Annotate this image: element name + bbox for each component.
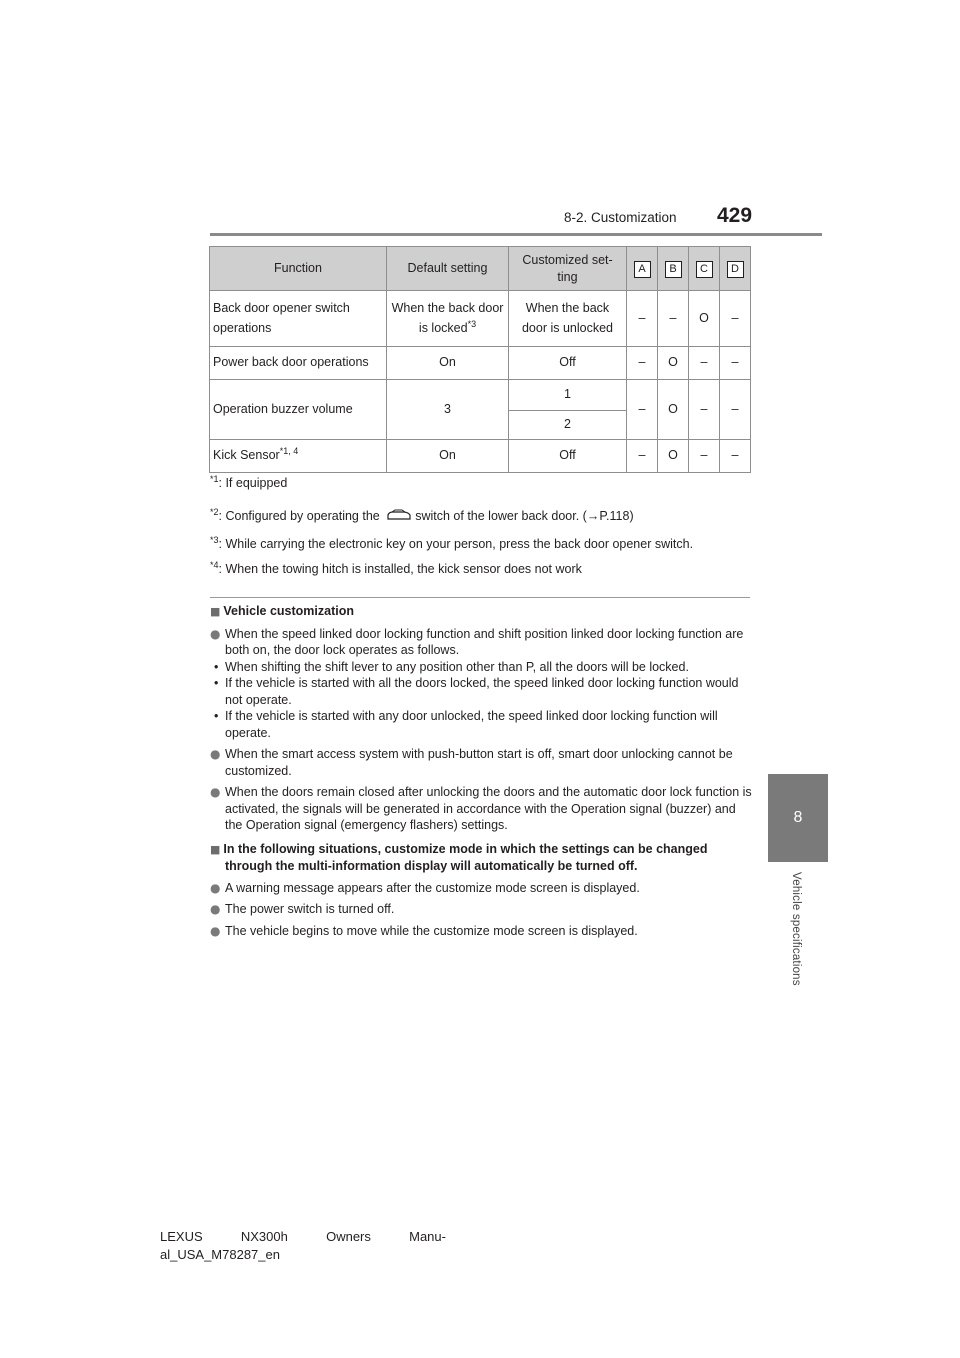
- section-divider: [210, 597, 750, 598]
- list-item: ● When the speed linked door locking function and shift position linked door locking function are both on, the door lock operates as follows.: [210, 626, 744, 657]
- cell-custom: When the back door is unlocked: [509, 291, 627, 347]
- cell-function: Back door opener switch operations: [210, 291, 387, 347]
- cell-b: O: [658, 440, 689, 473]
- col-header-a: A: [627, 247, 658, 291]
- list-item: ● When the smart access system with push-button start is off, smart door unlocking cannot be customized.: [210, 747, 733, 778]
- page-footer: LEXUS NX300h Owners Manu- al_USA_M78287_en: [160, 1229, 446, 1262]
- sub-item: • When shifting the shift lever to any position other than P, all the doors will be locked.: [214, 659, 689, 674]
- sub-item: • If the vehicle is started with any door unlocked, the speed linked door locking function will operate.: [214, 709, 718, 740]
- chapter-label: Vehicle specifications: [790, 872, 802, 986]
- cell-default: When the back door is locked$^{*3}$: [387, 291, 509, 347]
- cell-a: –: [627, 380, 658, 440]
- cell-custom: 1: [509, 380, 627, 411]
- cell-a: –: [627, 347, 658, 380]
- cell-c: –: [689, 347, 720, 380]
- page-number: 429: [717, 204, 753, 227]
- col-header-d: D: [720, 247, 751, 291]
- cell-function: Kick Sensor$^{*1, 4}$: [210, 440, 387, 473]
- cell-a: –: [627, 291, 658, 347]
- circle-bullet-icon: ●: [210, 902, 221, 916]
- table-row: [210, 291, 751, 347]
- cell-custom: Off: [509, 347, 627, 380]
- header-rule: [210, 233, 822, 236]
- square-bullet-icon: ■: [210, 605, 221, 618]
- footnote-2: $^{*2}$: Configured by operating the switch of the lower back door. (→P.118): [210, 506, 634, 523]
- cell-c: O: [689, 291, 720, 347]
- chapter-tab[interactable]: [768, 774, 828, 862]
- footnote-3: $^{*3}$: While carrying the electronic key on your person, press the back door opener switch.: [210, 534, 694, 551]
- section-heading: ■ Vehicle customization: [210, 604, 354, 618]
- sub-item: • If the vehicle is started with all the doors locked, the speed linked door locking function would not operate.: [214, 676, 739, 707]
- list-item: ● When the doors remain closed after unlocking the doors and the automatic door lock function is activated, the signals will be generated in accordance with the Operation signal (buzzer) and the Operation signal (emergency flashers) settings.: [210, 785, 752, 832]
- footnote-4: $^{*4}$: When the towing hitch is installed, the kick sensor does not work: [210, 559, 582, 576]
- square-bullet-icon: ■: [210, 842, 221, 856]
- cell-d: –: [720, 380, 751, 440]
- cell-default: 3: [387, 380, 509, 440]
- cell-d: –: [720, 291, 751, 347]
- cell-b: –: [658, 291, 689, 347]
- circle-bullet-icon: ●: [210, 880, 221, 895]
- table-row: [210, 347, 751, 380]
- circle-bullet-icon: ●: [210, 923, 221, 938]
- circle-bullet-icon: ●: [210, 747, 221, 761]
- col-header-function: Function: [210, 247, 387, 291]
- cell-b: O: [658, 347, 689, 380]
- cell-b: O: [658, 380, 689, 440]
- cell-custom: 2: [509, 411, 627, 440]
- cell-d: –: [720, 347, 751, 380]
- list-item: ● A warning message appears after the customize mode screen is displayed.: [210, 880, 640, 895]
- circle-bullet-icon: ●: [210, 626, 221, 641]
- cell-c: –: [689, 380, 720, 440]
- col-header-default: Default setting: [387, 247, 509, 291]
- cell-default: On: [387, 347, 509, 380]
- table-row: [210, 380, 751, 411]
- table-header-row: [210, 247, 751, 291]
- cell-a: –: [627, 440, 658, 473]
- circle-bullet-icon: ●: [210, 785, 221, 799]
- cell-function: Power back door operations: [210, 347, 387, 380]
- table-row: [210, 440, 751, 473]
- chapter-number: 8: [793, 809, 803, 826]
- list-item: ● The power switch is turned off.: [210, 902, 395, 916]
- cell-c: –: [689, 440, 720, 473]
- cell-function: Operation buzzer volume: [210, 380, 387, 440]
- cell-custom: Off: [509, 440, 627, 473]
- col-header-c: C: [689, 247, 720, 291]
- footnote-1: $^{*1}$: If equipped: [210, 473, 288, 490]
- col-header-custom: Customized set- ting: [509, 247, 627, 291]
- cell-d: –: [720, 440, 751, 473]
- col-header-b: B: [658, 247, 689, 291]
- list-item: ● The vehicle begins to move while the customize mode screen is displayed.: [210, 923, 638, 938]
- body-text: [210, 603, 754, 939]
- section-title: 8-2. Customization: [564, 210, 677, 225]
- back-door-switch-icon: [386, 509, 412, 521]
- customization-table: [209, 246, 751, 473]
- section-heading: ■ In the following situations, customize mode in which the settings can be changed through the multi-information display will automatically be turned off.: [210, 841, 708, 873]
- cell-default: On: [387, 440, 509, 473]
